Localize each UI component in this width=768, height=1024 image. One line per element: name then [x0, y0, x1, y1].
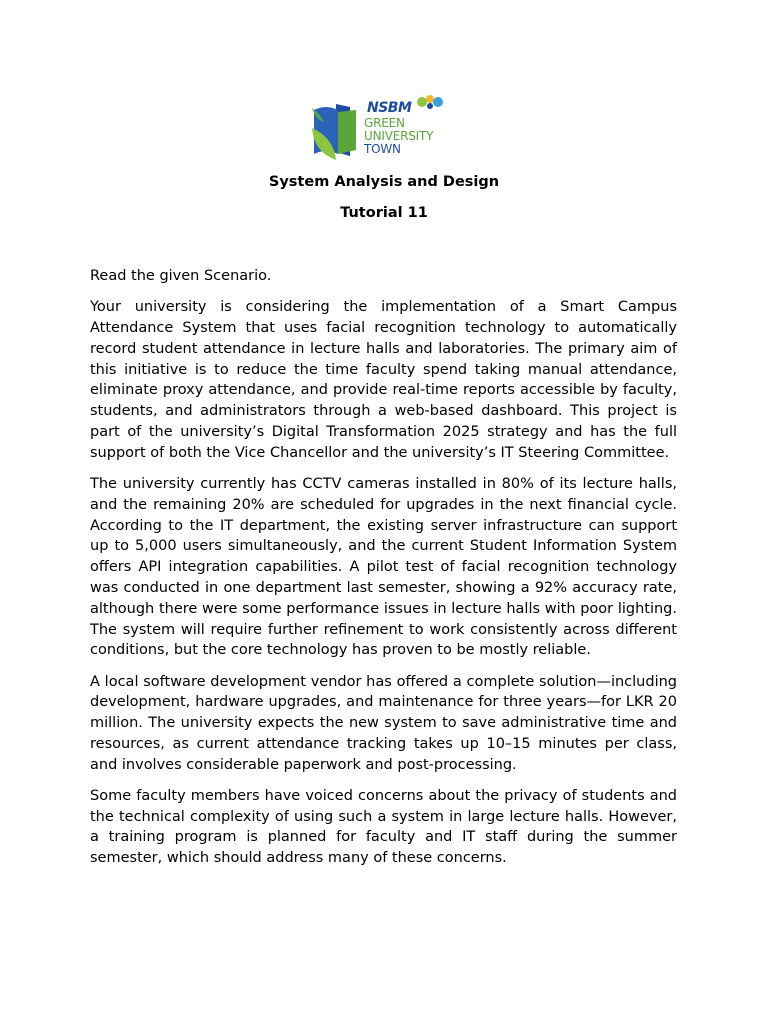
- logo-line-green: GREEN: [364, 116, 405, 130]
- paragraph-vendor: A local software development vendor has offered a complete solution—including development, hardware upgrades, and maintenance for three years—for LKR 20 million. The university expects the new system to save administrative time and resources, as current attendance tracking takes up 10–15 minutes per class, and involves considerable paperwork and post-processing.: [90, 673, 677, 773]
- logo-line-town: TOWN: [364, 142, 401, 156]
- document-body: [90, 266, 677, 879]
- university-logo: [310, 94, 460, 162]
- paragraph-infrastructure: The university currently has CCTV cameras installed in 80% of its lecture halls, and the remaining 20% are scheduled for upgrades in the next financial cycle. According to the IT department, the existing server infrastructure can support up to 5,000 users simultaneously, and the current Student Information System offers API integration capabilities. A pilot test of facial recognition technology was conducted in one department last semester, showing a 92% accuracy rate, although there were some performance issues in lecture halls with poor lighting. The system will require further refinement to work consistently across different conditions, but the core technology has proven to be mostly reliable.: [90, 475, 677, 659]
- paragraph-concerns: Some faculty members have voiced concerns about the privacy of students and the technical complexity of using such a system in large lecture halls. However, a training program is planned for faculty and IT staff during the summer semester, which should address many of these concerns.: [90, 787, 677, 867]
- logo-line-university: UNIVERSITY: [364, 129, 434, 143]
- logo-brand-text: NSBM: [367, 100, 412, 116]
- figures-icon: [410, 94, 450, 114]
- paragraph-intro: Read the given Scenario.: [90, 268, 272, 284]
- document-title: System Analysis and Design: [268, 174, 500, 190]
- book-leaf-icon: [310, 94, 366, 162]
- document-subtitle: Tutorial 11: [340, 205, 428, 221]
- paragraph-scenario: Your university is considering the implementation of a Smart Campus Attendance System that uses facial recognition technology to automatically record student attendance in lecture halls and laboratories. The primary aim of this initiative is to reduce the time faculty spend taking manual attendance, eliminate proxy attendance, and provide real-time reports accessible by faculty, students, and administrators through a web-based dashboard. This project is part of the university’s Digital Transformation 2025 strategy and has the full support of both the Vice Chancellor and the university’s IT Steering Committee.: [90, 299, 677, 461]
